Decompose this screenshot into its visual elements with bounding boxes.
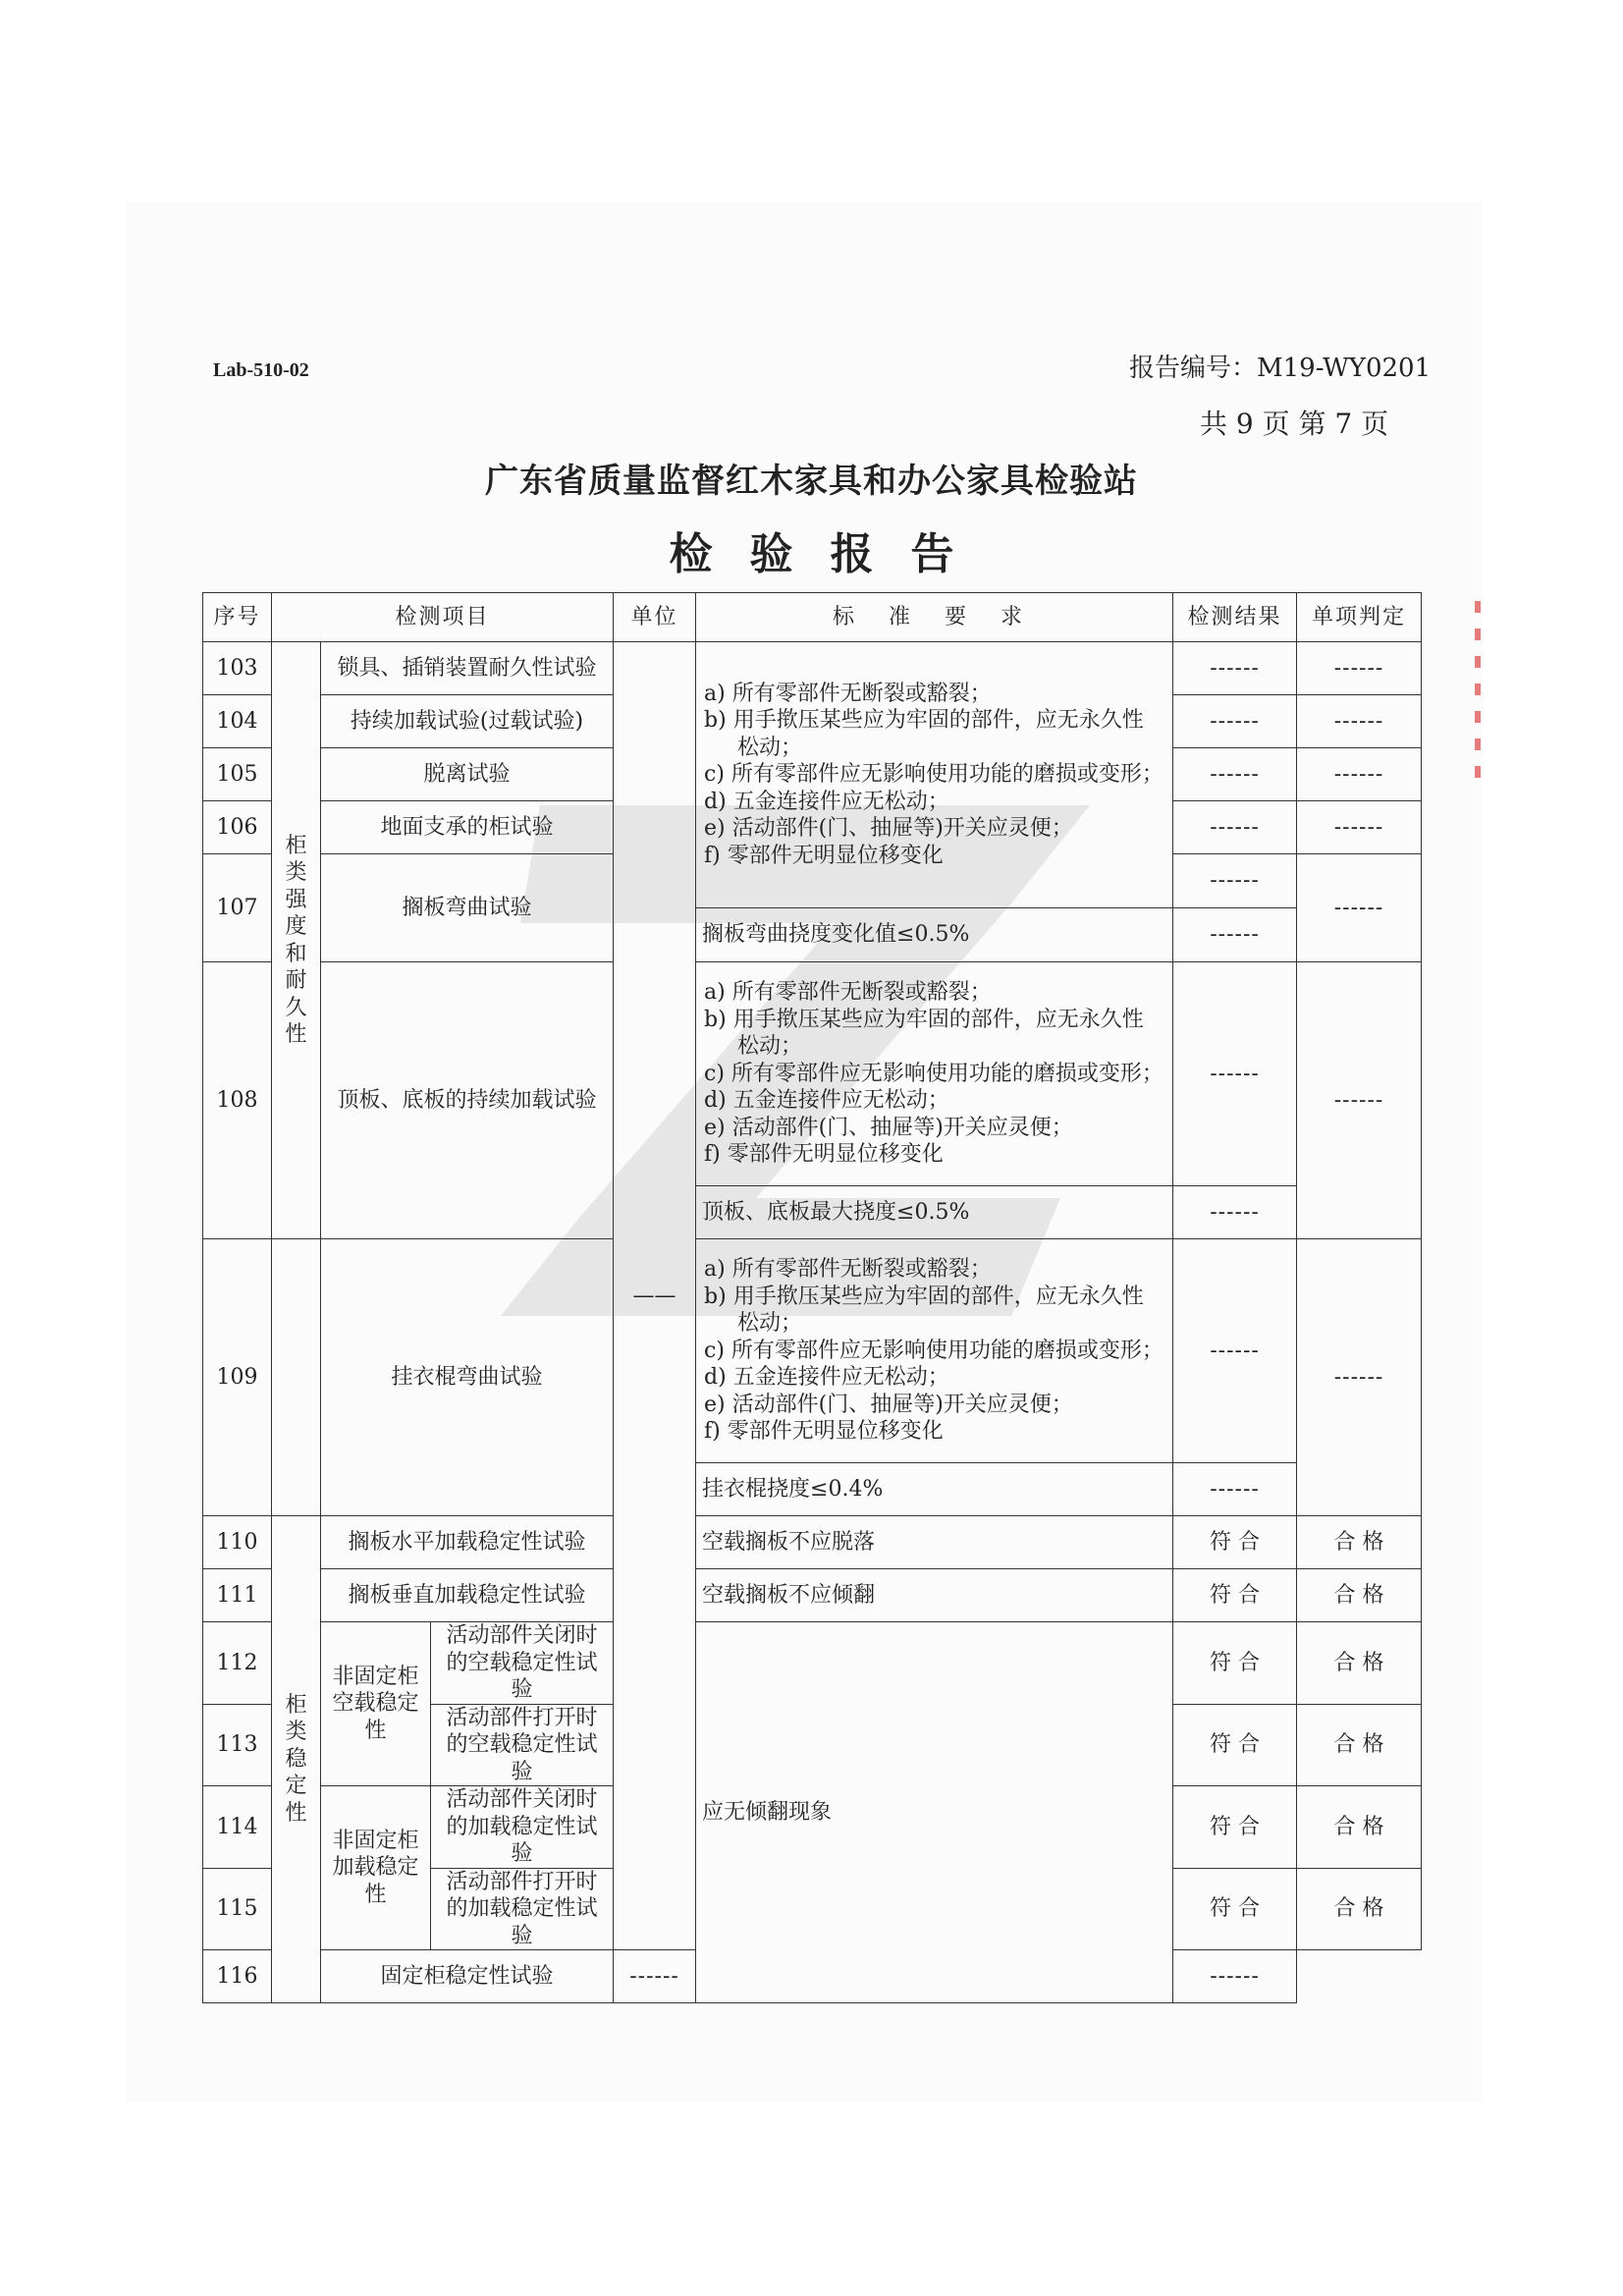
row-item: 活动部件打开时的空载稳定性试验 [431,1704,614,1786]
row-no: 113 [203,1704,272,1786]
row-result: ------ [1173,1239,1297,1463]
row-item: 活动部件关闭时的加载稳定性试验 [431,1786,614,1869]
row-no: 105 [203,748,272,801]
unit-cell: —— [614,642,696,1950]
row-verdict: ------ [1297,854,1422,962]
row-result: ------ [1173,962,1297,1186]
requirement-list: a) 所有零部件无断裂或豁裂； b) 用手揿压某些应为牢固的部件，应无永久性松动； c) 所有零部件应无影响使用功能的磨损或变形； d) 五金连接件应无松动； e) 活动部件(门、抽屉等)开关应灵便； f) 零部件无明显位移变化 [696,962,1173,1186]
row-item: 搁板弯曲试验 [321,854,614,962]
row-verdict: 合 格 [1297,1786,1422,1869]
row-requirement: 空载搁板不应脱落 [696,1516,1173,1569]
report-title: 检验报告 [669,529,992,579]
row-no: 110 [203,1516,272,1569]
row-result: ------ [1173,748,1297,801]
table-row [203,1239,1422,1463]
subgroup-label: 非固定柜空载稳定性 [321,1622,431,1786]
group-label-stability: 柜类稳定性 [272,1516,321,2003]
table-header-row [203,593,1422,642]
table-row [203,1622,1422,1705]
row-result: ------ [614,1950,696,2003]
row-verdict: 合 格 [1297,1569,1422,1622]
row-result: 符 合 [1173,1704,1297,1786]
col-header-no: 序号 [203,593,272,642]
row-verdict: ------ [1297,801,1422,854]
row-extra-requirement: 搁板弯曲挠度变化值≤0.5% [696,908,1173,962]
row-extra-result: ------ [1173,1463,1297,1516]
report-number: 报告编号：M19-WY0201 [1129,354,1432,383]
group-label-strength-cont [272,1239,321,1516]
subgroup-label: 非固定柜加载稳定性 [321,1786,431,1950]
row-no: 109 [203,1239,272,1516]
col-header-verdict: 单项判定 [1297,593,1422,642]
row-result: 符 合 [1173,1569,1297,1622]
row-result: 符 合 [1173,1786,1297,1869]
table-row [203,1569,1422,1622]
row-verdict: 合 格 [1297,1516,1422,1569]
row-no: 106 [203,801,272,854]
col-header-item: 检测项目 [272,593,614,642]
row-no: 114 [203,1786,272,1869]
row-verdict: ------ [1297,1239,1422,1516]
row-no: 104 [203,695,272,748]
row-result: ------ [1173,642,1297,695]
row-item: 搁板垂直加载稳定性试验 [321,1569,614,1622]
row-no: 103 [203,642,272,695]
lab-code: Lab-510-02 [213,359,309,381]
row-item: 锁具、插销装置耐久性试验 [321,642,614,695]
table-row [203,962,1422,1186]
row-result: ------ [1173,695,1297,748]
row-result: 符 合 [1173,1516,1297,1569]
row-verdict: 合 格 [1297,1622,1422,1705]
row-no: 112 [203,1622,272,1705]
row-no: 116 [203,1950,272,2003]
row-requirement: 空载搁板不应倾翻 [696,1569,1173,1622]
row-item: 挂衣棍弯曲试验 [321,1239,614,1516]
row-result: 符 合 [1173,1622,1297,1705]
row-verdict: ------ [1297,962,1422,1239]
edge-stamp-marks [1475,601,1483,807]
row-extra-result: ------ [1173,1186,1297,1239]
row-requirement: 应无倾翻现象 [696,1622,1173,2003]
page-count: 共 9 页 第 7 页 [1200,408,1389,440]
row-no: 108 [203,962,272,1239]
row-no: 115 [203,1868,272,1950]
table-row [203,1516,1422,1569]
col-header-unit: 单位 [614,593,696,642]
row-result: ------ [1173,801,1297,854]
row-item: 活动部件打开时的加载稳定性试验 [431,1868,614,1950]
row-item: 脱离试验 [321,748,614,801]
row-extra-requirement: 顶板、底板最大挠度≤0.5% [696,1186,1173,1239]
row-verdict: 合 格 [1297,1868,1422,1950]
requirement-list: a) 所有零部件无断裂或豁裂； b) 用手揿压某些应为牢固的部件，应无永久性松动； c) 所有零部件应无影响使用功能的磨损或变形； d) 五金连接件应无松动； e) 活动部件(门、抽屉等)开关应灵便； f) 零部件无明显位移变化 [696,1239,1173,1463]
col-header-requirement: 标 准 要 求 [696,593,1173,642]
row-item: 活动部件关闭时的空载稳定性试验 [431,1622,614,1705]
row-result: 符 合 [1173,1868,1297,1950]
table-row [203,642,1422,695]
row-verdict: ------ [1173,1950,1297,2003]
row-result: ------ [1173,854,1297,908]
organization-name: 广东省质量监督红木家具和办公家具检验站 [485,462,1138,501]
row-verdict: ------ [1297,695,1422,748]
inspection-table [202,592,1422,2003]
group-label-strength: 柜类强度和耐久性 [272,642,321,1239]
row-no: 111 [203,1569,272,1622]
row-extra-requirement: 挂衣棍挠度≤0.4% [696,1463,1173,1516]
row-item: 地面支承的柜试验 [321,801,614,854]
col-header-result: 检测结果 [1173,593,1297,642]
row-no: 107 [203,854,272,962]
row-verdict: ------ [1297,642,1422,695]
row-item: 固定柜稳定性试验 [321,1950,614,2003]
row-item: 搁板水平加载稳定性试验 [321,1516,614,1569]
row-verdict: ------ [1297,748,1422,801]
row-item: 持续加载试验(过载试验) [321,695,614,748]
requirement-list: a) 所有零部件无断裂或豁裂； b) 用手揿压某些应为牢固的部件，应无永久性松动； c) 所有零部件应无影响使用功能的磨损或变形； d) 五金连接件应无松动； e) 活动部件(门、抽屉等)开关应灵便； f) 零部件无明显位移变化 [696,642,1173,908]
row-extra-result: ------ [1173,908,1297,962]
row-item: 顶板、底板的持续加载试验 [321,962,614,1239]
row-verdict: 合 格 [1297,1704,1422,1786]
